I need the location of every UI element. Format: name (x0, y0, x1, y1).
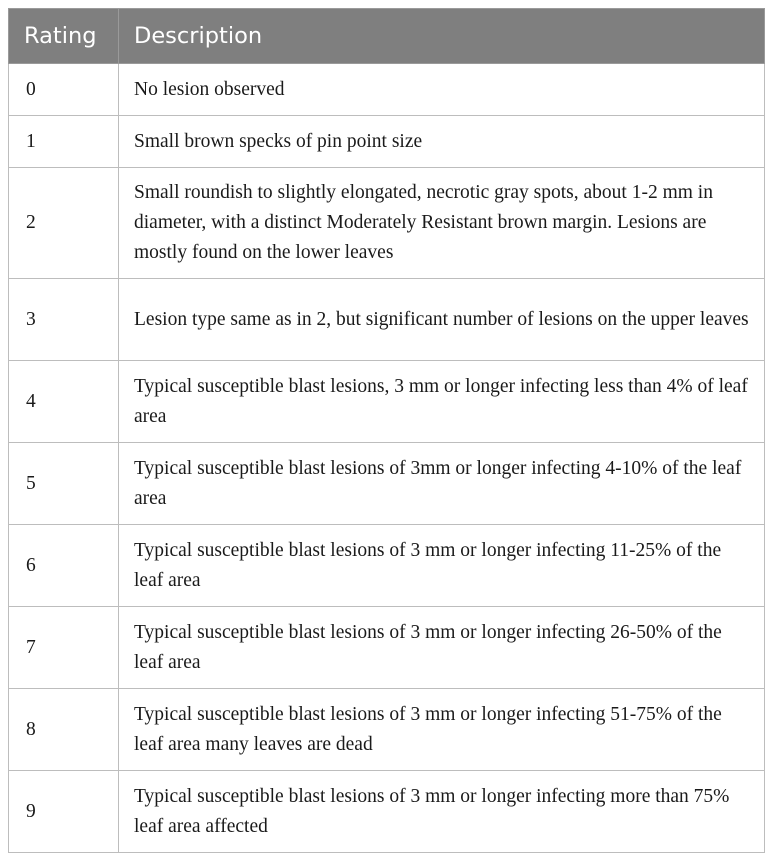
table-row (9, 607, 765, 689)
rating-scale-table (8, 8, 765, 853)
table-row (9, 443, 765, 525)
table-row (9, 64, 765, 116)
description-cell: Typical susceptible blast lesions, 3 mm or longer infecting less than 4% of leaf area (119, 361, 765, 443)
table-body (9, 64, 765, 853)
rating-cell: 7 (9, 607, 119, 689)
rating-cell: 0 (9, 64, 119, 116)
table-row (9, 771, 765, 853)
description-cell: Lesion type same as in 2, but significant number of lesions on the upper leaves (119, 279, 765, 361)
description-cell: Typical susceptible blast lesions of 3mm or longer infecting 4-10% of the leaf area (119, 443, 765, 525)
description-cell: No lesion observed (119, 64, 765, 116)
rating-cell: 8 (9, 689, 119, 771)
table-row (9, 116, 765, 168)
header-rating: Rating (9, 9, 119, 64)
description-cell: Small brown specks of pin point size (119, 116, 765, 168)
description-cell: Typical susceptible blast lesions of 3 mm or longer infecting 26-50% of the leaf area (119, 607, 765, 689)
description-cell: Typical susceptible blast lesions of 3 mm or longer infecting 11-25% of the leaf area (119, 525, 765, 607)
rating-cell: 5 (9, 443, 119, 525)
description-cell: Typical susceptible blast lesions of 3 mm or longer infecting 51-75% of the leaf area many leaves are dead (119, 689, 765, 771)
rating-cell: 4 (9, 361, 119, 443)
table-row (9, 689, 765, 771)
table-row (9, 525, 765, 607)
rating-cell: 6 (9, 525, 119, 607)
rating-cell: 3 (9, 279, 119, 361)
header-description: Description (119, 9, 765, 64)
rating-cell: 9 (9, 771, 119, 853)
table-row (9, 279, 765, 361)
rating-cell: 2 (9, 168, 119, 279)
table-row (9, 168, 765, 279)
header-row (9, 9, 765, 64)
description-cell: Typical susceptible blast lesions of 3 mm or longer infecting more than 75% leaf area affected (119, 771, 765, 853)
rating-cell: 1 (9, 116, 119, 168)
table-row (9, 361, 765, 443)
table-header (9, 9, 765, 64)
description-cell: Small roundish to slightly elongated, necrotic gray spots, about 1-2 mm in diameter, with a distinct Moderately Resistant brown margin. Lesions are mostly found on the lower leaves (119, 168, 765, 279)
